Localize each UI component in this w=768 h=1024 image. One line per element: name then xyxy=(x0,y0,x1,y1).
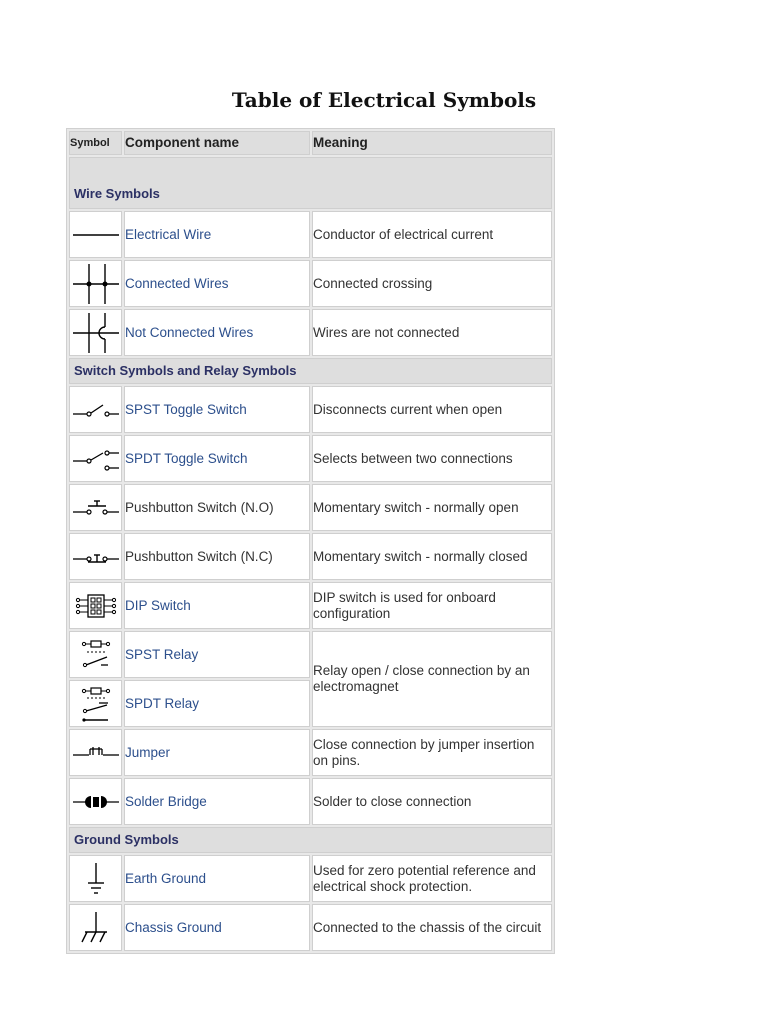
component-label: Pushbutton Switch (N.O) xyxy=(125,499,274,515)
electrical-wire-icon xyxy=(69,211,122,258)
meaning-text: Solder to close connection xyxy=(312,778,552,825)
meaning-text: Selects between two connections xyxy=(312,435,552,482)
component-link[interactable]: Jumper xyxy=(125,744,171,760)
spst-toggle-switch-icon xyxy=(69,386,122,433)
section-ground-symbols xyxy=(69,827,552,853)
meaning-text: Relay open / close connection by an electromagnet xyxy=(312,631,552,727)
component-link[interactable]: SPST Relay xyxy=(125,646,199,662)
meaning-text: Used for zero potential reference and electrical shock protection. xyxy=(312,855,552,902)
section-wire-symbols xyxy=(69,157,552,209)
meaning-text: DIP switch is used for onboard configuration xyxy=(312,582,552,629)
dip-switch-icon xyxy=(69,582,122,629)
solder-bridge-icon xyxy=(69,778,122,825)
table-row xyxy=(69,729,552,776)
component-link[interactable]: Electrical Wire xyxy=(125,226,212,242)
table-row xyxy=(69,484,552,531)
table-row xyxy=(69,904,552,951)
header-component-name: Component name xyxy=(124,131,310,155)
component-link[interactable]: Earth Ground xyxy=(125,870,207,886)
meaning-text: Conductor of electrical current xyxy=(312,211,552,258)
table-row xyxy=(69,778,552,825)
section-switch-relay-symbols xyxy=(69,358,552,384)
table-header-row xyxy=(69,131,552,155)
spdt-toggle-switch-icon xyxy=(69,435,122,482)
meaning-text: Momentary switch - normally closed xyxy=(312,533,552,580)
header-meaning: Meaning xyxy=(312,131,552,155)
meaning-text: Disconnects current when open xyxy=(312,386,552,433)
component-link[interactable]: SPDT Toggle Switch xyxy=(125,450,248,466)
component-link[interactable]: Not Connected Wires xyxy=(125,324,254,340)
not-connected-wires-icon xyxy=(69,309,122,356)
pushbutton-no-icon xyxy=(69,484,122,531)
component-link[interactable]: Connected Wires xyxy=(125,275,229,291)
table-row xyxy=(69,260,552,307)
header-symbol: Symbol xyxy=(69,131,122,155)
spst-relay-icon xyxy=(69,631,122,678)
table-row xyxy=(69,211,552,258)
table-row xyxy=(69,309,552,356)
table-row xyxy=(69,435,552,482)
component-link[interactable]: SPST Toggle Switch xyxy=(125,401,247,417)
meaning-text: Momentary switch - normally open xyxy=(312,484,552,531)
component-link[interactable]: Chassis Ground xyxy=(125,919,222,935)
section-label: Ground Symbols xyxy=(69,827,552,853)
jumper-icon xyxy=(69,729,122,776)
table-row xyxy=(69,582,552,629)
component-label: Pushbutton Switch (N.C) xyxy=(125,548,273,564)
meaning-text: Connected crossing xyxy=(312,260,552,307)
pushbutton-nc-icon xyxy=(69,533,122,580)
section-label: Wire Symbols xyxy=(69,157,552,209)
meaning-text: Connected to the chassis of the circuit xyxy=(312,904,552,951)
page-title: Table of Electrical Symbols xyxy=(231,88,537,112)
component-link[interactable]: DIP Switch xyxy=(125,597,191,613)
table-row xyxy=(69,386,552,433)
table-row xyxy=(69,533,552,580)
connected-wires-icon xyxy=(69,260,122,307)
component-link[interactable]: Solder Bridge xyxy=(125,793,207,809)
meaning-text: Wires are not connected xyxy=(312,309,552,356)
section-label: Switch Symbols and Relay Symbols xyxy=(69,358,552,384)
table-row xyxy=(69,631,552,678)
table-row xyxy=(69,855,552,902)
electrical-symbols-table xyxy=(66,128,555,954)
chassis-ground-icon xyxy=(69,904,122,951)
earth-ground-icon xyxy=(69,855,122,902)
meaning-text: Close connection by jumper insertion on pins. xyxy=(312,729,552,776)
spdt-relay-icon xyxy=(69,680,122,727)
component-link[interactable]: SPDT Relay xyxy=(125,695,200,711)
